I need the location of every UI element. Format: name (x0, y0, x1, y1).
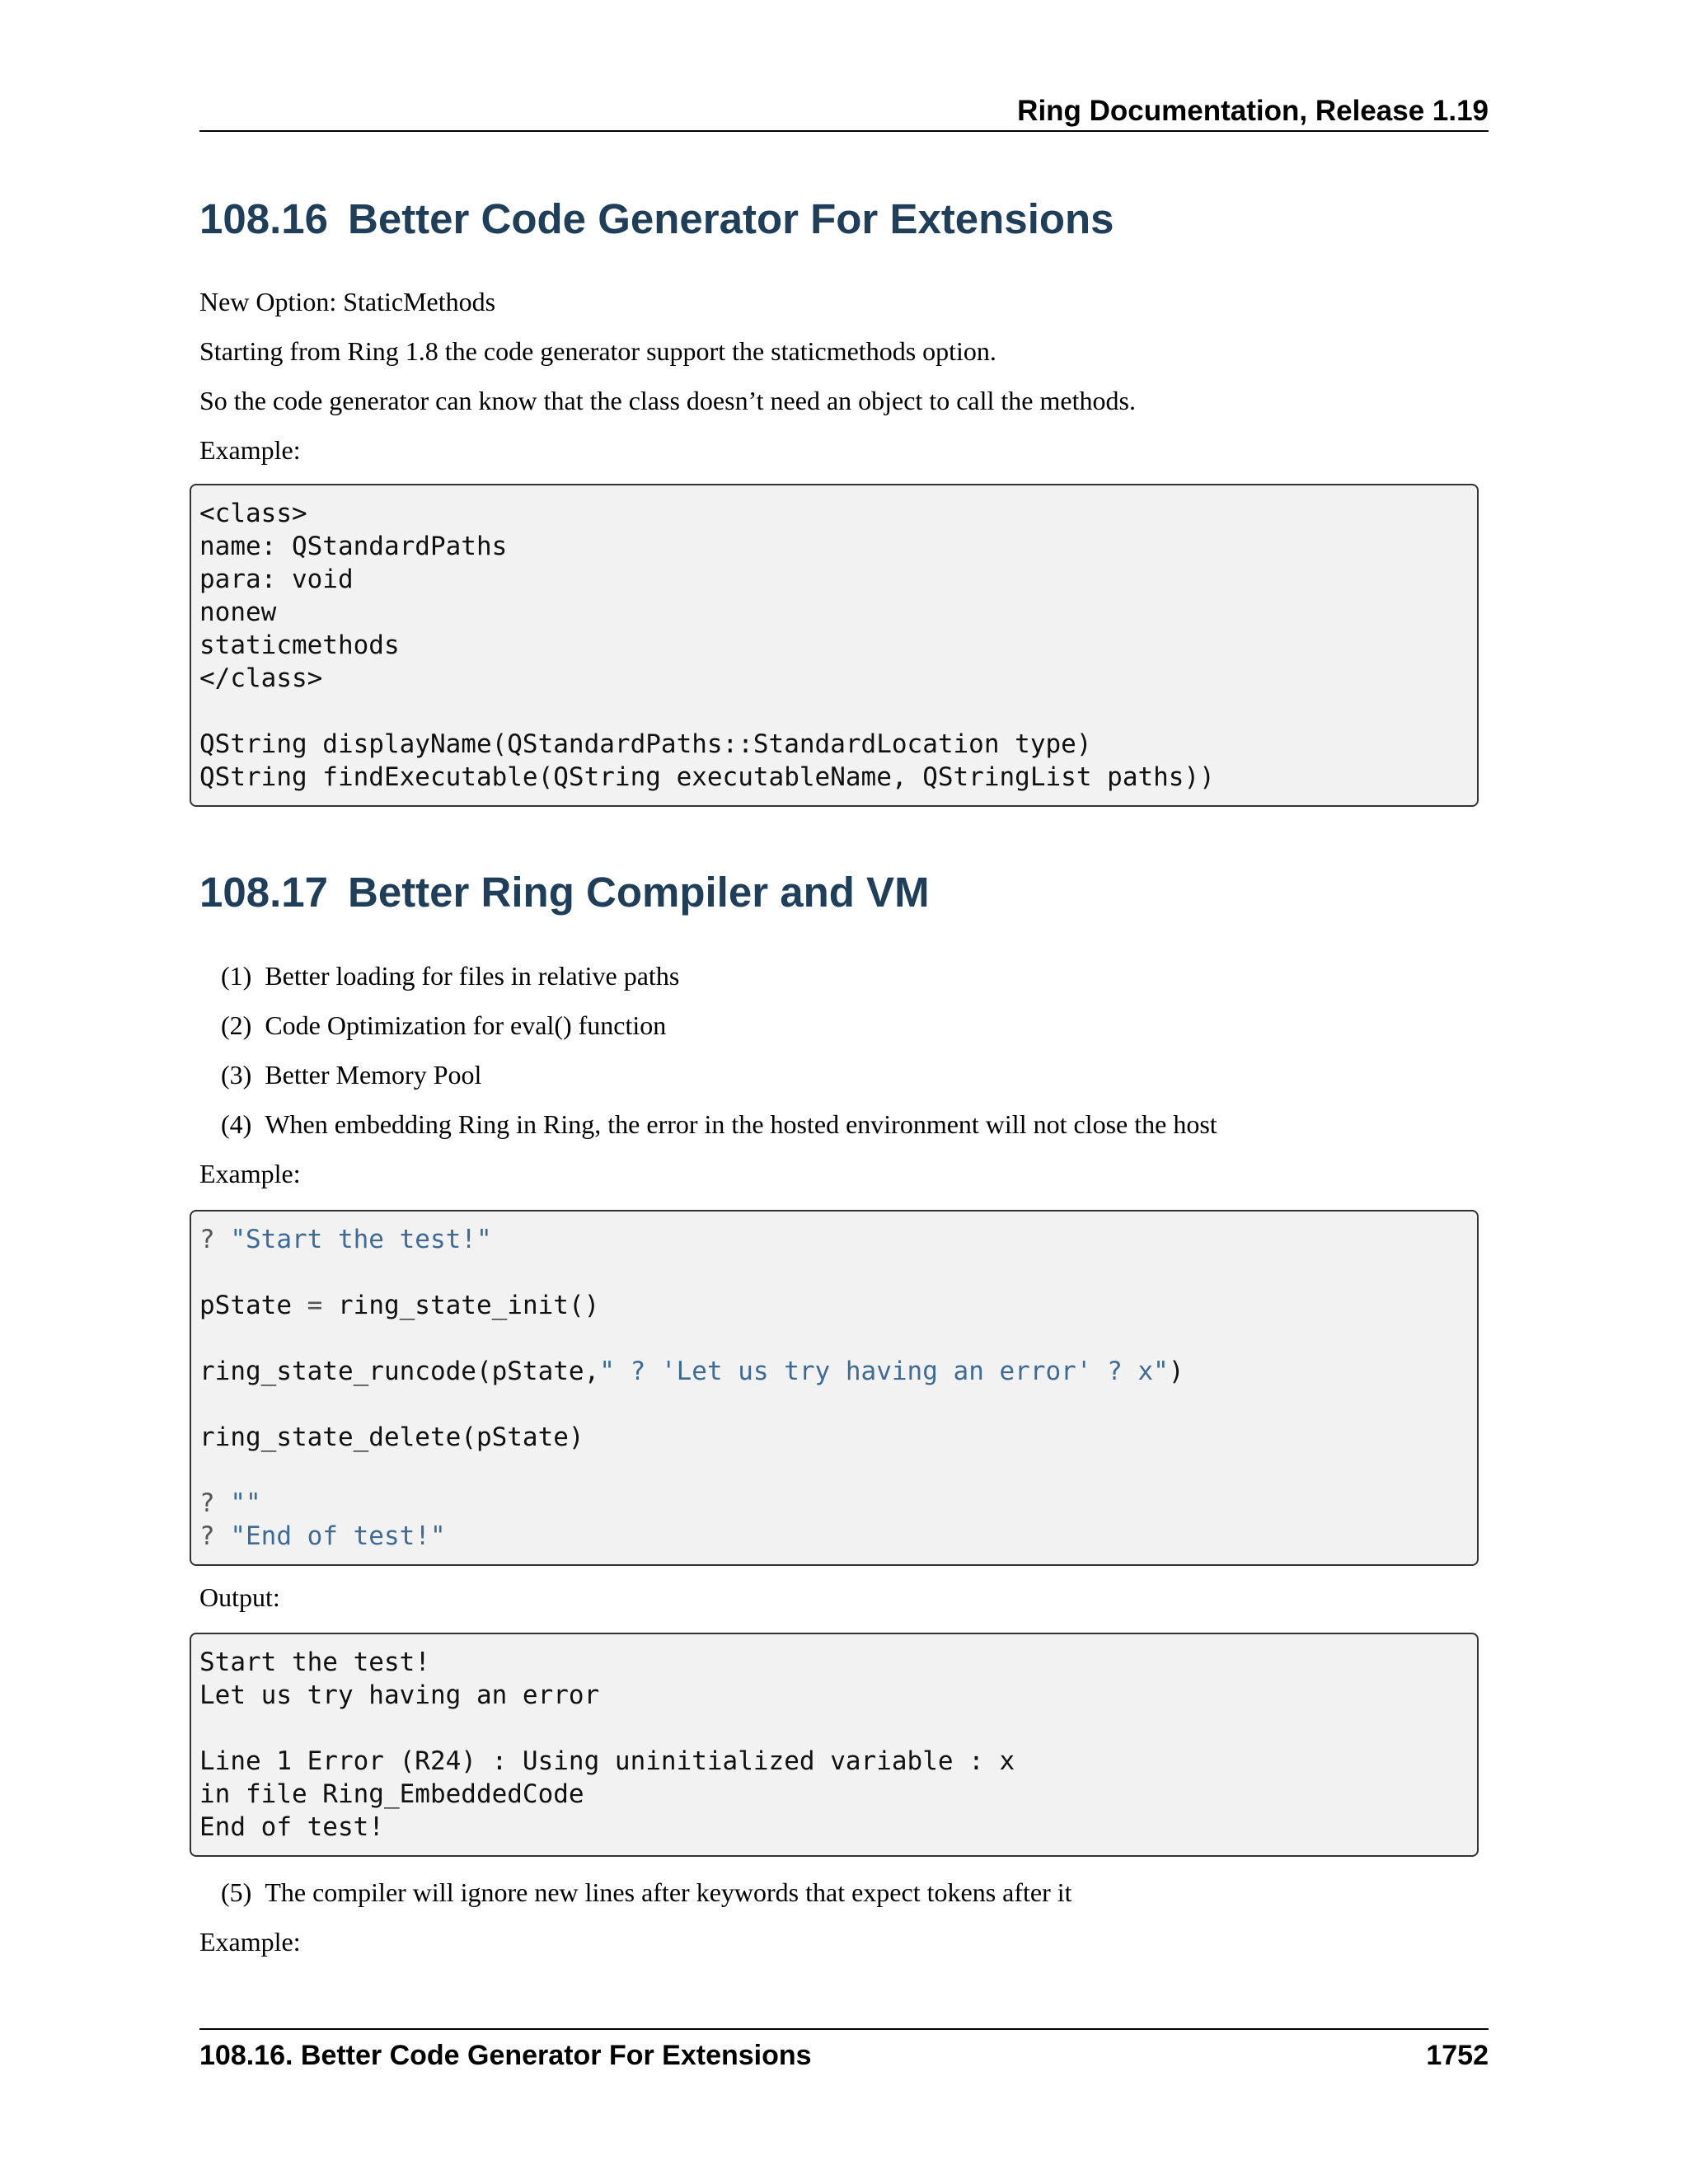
paragraph-new-option: New Option: StaticMethods (199, 287, 496, 316)
code-line: QString findExecutable(QString executableName, QStringList paths)) (199, 762, 1215, 792)
section-title: Better Code Generator For Extensions (348, 195, 1114, 242)
code-text: pState (199, 1291, 307, 1320)
section-heading-108-17 (199, 866, 930, 919)
list-marker: (4) (221, 1109, 252, 1139)
code-line: QString displayName(QStandardPaths::StandardLocation type) (199, 729, 1092, 759)
output-line: Let us try having an error (199, 1680, 600, 1710)
list-marker: (1) (221, 961, 252, 991)
code-block-output (190, 1633, 1479, 1857)
code-line (199, 1289, 1469, 1322)
code-string: "End of test!" (230, 1521, 446, 1551)
section-heading-108-16 (199, 193, 1114, 246)
document-page (199, 0, 1489, 2184)
output-line: in file Ring_EmbeddedCode (199, 1779, 584, 1809)
code-line-empty (199, 1256, 1469, 1289)
code-line (199, 1355, 1469, 1388)
code-line-empty (199, 1454, 1469, 1487)
paragraph-so-the-code: So the code generator can know that the class doesn’t need an object to call the methods. (199, 386, 1136, 415)
section-title: Better Ring Compiler and VM (348, 869, 930, 916)
code-line: staticmethods (199, 630, 400, 660)
code-text: ring_state_init() (322, 1291, 600, 1320)
footer-section-title: 108.16. Better Code Generator For Extensions (199, 2040, 812, 2071)
code-string: " ? 'Let us try having an error' ? x" (599, 1357, 1169, 1386)
list-marker: (2) (221, 1010, 252, 1040)
code-line: </class> (199, 663, 323, 693)
code-line (199, 695, 1469, 728)
list-item-3 (221, 1057, 481, 1093)
code-string: "" (230, 1488, 261, 1518)
code-block-static-methods (190, 484, 1479, 807)
paragraph-example-label: Example: (199, 435, 301, 465)
code-text: ) (1168, 1357, 1184, 1386)
section-number: 108.17 (199, 869, 328, 916)
list-item-2 (221, 1007, 666, 1043)
code-operator: = (307, 1291, 323, 1320)
code-text: ring_state_runcode(pState, (199, 1357, 600, 1386)
paragraph-output-label: Output: (199, 1582, 280, 1612)
output-line: End of test! (199, 1812, 384, 1842)
list-item-1 (221, 958, 679, 994)
output-line: Start the test! (199, 1647, 430, 1677)
code-line (199, 1487, 1469, 1520)
section-number: 108.16 (199, 195, 328, 242)
paragraph-example-label: Example: (199, 1927, 301, 1957)
code-operator: ? (199, 1521, 231, 1551)
output-line (199, 1712, 1469, 1745)
paragraph-example-label: Example: (199, 1159, 301, 1188)
code-line (199, 1223, 1469, 1256)
paragraph-starting-from: Starting from Ring 1.8 the code generator support the staticmethods option. (199, 336, 996, 366)
list-item-text: Better loading for files in relative paths (265, 961, 680, 991)
list-item-text: The compiler will ignore new lines after keywords that expect tokens after it (265, 1877, 1072, 1907)
code-line: nonew (199, 598, 277, 627)
code-line: <class> (199, 499, 307, 528)
list-item-text: Code Optimization for eval() function (265, 1010, 667, 1040)
list-item-text: Better Memory Pool (265, 1060, 482, 1090)
code-line-empty (199, 1322, 1469, 1355)
list-item-4 (221, 1106, 1217, 1142)
list-marker: (5) (221, 1877, 252, 1907)
list-item-text: When embedding Ring in Ring, the error in the hosted environment will not close the host (265, 1109, 1217, 1139)
list-item-5 (221, 1874, 1072, 1910)
code-block-embedding-example (190, 1210, 1479, 1566)
output-line: Line 1 Error (R24) : Using uninitialized variable : x (199, 1746, 1015, 1776)
code-string: "Start the test!" (230, 1225, 492, 1254)
code-line-empty (199, 1388, 1469, 1421)
list-marker: (3) (221, 1060, 252, 1090)
footer-page-number: 1752 (1426, 2040, 1489, 2071)
code-line: ring_state_delete(pState) (199, 1422, 584, 1452)
code-operator: ? (199, 1488, 231, 1518)
code-line: para: void (199, 565, 354, 594)
code-line: name: QStandardPaths (199, 532, 508, 561)
running-footer (199, 2028, 1489, 2076)
code-operator: ? (199, 1225, 231, 1254)
running-header: Ring Documentation, Release 1.19 (199, 92, 1489, 132)
code-line (199, 1520, 1469, 1553)
